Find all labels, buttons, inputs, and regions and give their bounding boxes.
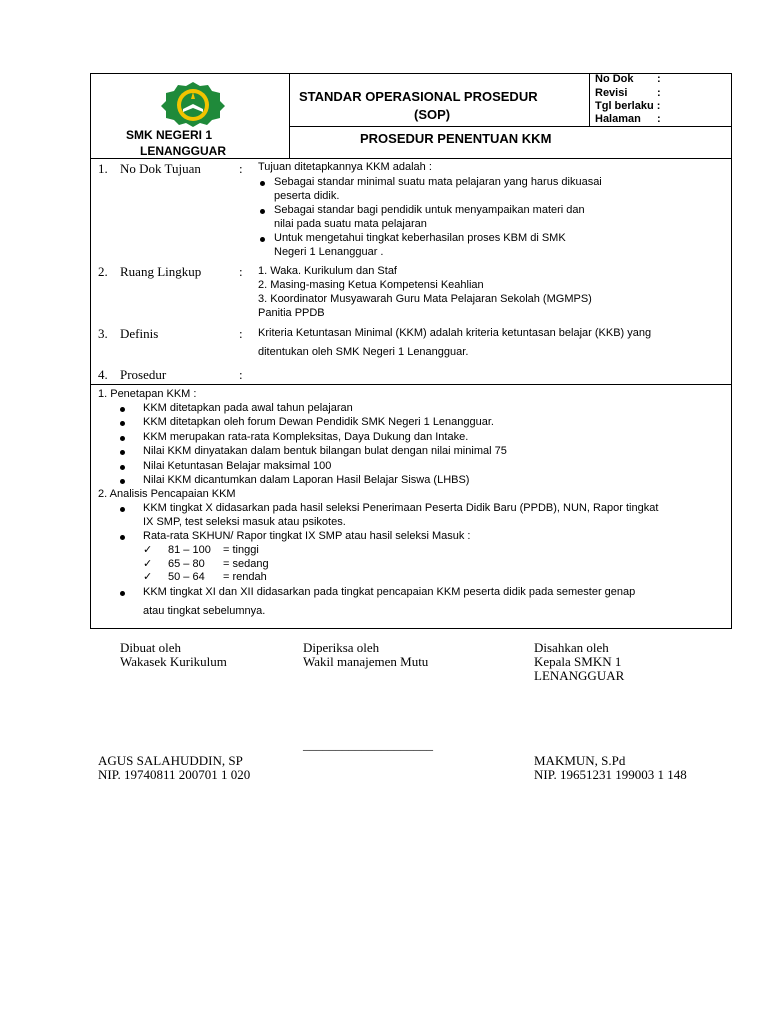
section-4-label: Prosedur xyxy=(120,367,167,382)
definition-line-1: Kriteria Ketuntasan Minimal (KKM) adalah kriteria ketuntasan belajar (KKB) yang xyxy=(258,327,652,339)
section-3-label: Definis xyxy=(120,326,159,341)
procedure-1-item: Nilai KKM dinyatakan dalam bentuk bilangan bulat dengan nilai minimal 75 xyxy=(143,445,507,457)
bullet-icon xyxy=(120,450,125,455)
bullet-icon xyxy=(120,436,125,441)
meta-halaman: Halaman : xyxy=(595,113,661,125)
section-2-label: Ruang Lingkup xyxy=(120,264,202,279)
sop-title-abbrev: (SOP) xyxy=(414,107,451,122)
check-icon: ✓ xyxy=(143,544,153,556)
bullet-icon xyxy=(120,465,125,470)
section-4-colon: : xyxy=(239,367,243,382)
section-1-bullet-2: Sebagai standar bagi pendidik untuk menyampaikan materi dan xyxy=(274,204,585,216)
section-1-number: 1. xyxy=(98,161,108,176)
section-3-number: 3. xyxy=(98,326,108,341)
range-label: = tinggi xyxy=(223,544,259,556)
bullet-icon xyxy=(260,209,265,214)
signer-name-3: MAKMUN, S.Pd xyxy=(534,753,626,768)
procedure-1-item: KKM ditetapkan oleh forum Dewan Pendidik SMK Negeri 1 Lenangguar. xyxy=(143,416,494,428)
signature-approved-by-org: LENANGGUAR xyxy=(534,668,625,683)
scope-item-1: 1. Waka. Kurikulum dan Staf xyxy=(258,265,397,277)
bullet-icon xyxy=(120,591,125,596)
bullet-icon xyxy=(120,479,125,484)
range-label: = sedang xyxy=(223,558,269,570)
section-3-colon: : xyxy=(239,326,243,341)
procedure-subtitle: PROSEDUR PENENTUAN KKM xyxy=(360,131,552,146)
procedure-1-item: KKM merupakan rata-rata Kompleksitas, Daya Dukung dan Intake. xyxy=(143,431,469,443)
section-2-number: 2. xyxy=(98,264,108,279)
scope-item-4: Panitia PPDB xyxy=(258,307,325,319)
procedure-2-bullet-1: KKM tingkat X didasarkan pada hasil seleksi Penerimaan Peserta Didik Baru (PPDB), NUN, Rapor tingkat xyxy=(143,502,659,514)
section-1-bullet-3-cont: Negeri 1 Lenangguar . xyxy=(274,246,384,258)
school-name-line2: LENANGGUAR xyxy=(140,144,226,158)
bullet-icon xyxy=(120,535,125,540)
bullet-icon xyxy=(260,237,265,242)
signature-made-by-role: Wakasek Kurikulum xyxy=(120,654,227,669)
procedure-heading-2: 2. Analisis Pencapaian KKM xyxy=(98,488,236,500)
range-value: 65 – 80 xyxy=(168,558,205,570)
signer-nip-1: NIP. 19740811 200701 1 020 xyxy=(98,767,251,782)
procedure-heading-1: 1. Penetapan KKM : xyxy=(98,388,197,400)
section-1-bullet-1: Sebagai standar minimal suatu mata pelajaran yang harus dikuasai xyxy=(274,176,602,188)
procedure-1-item: Nilai KKM dicantumkan dalam Laporan Hasil Belajar Siswa (LHBS) xyxy=(143,474,470,486)
meta-revisi: Revisi : xyxy=(595,87,661,99)
range-value: 50 – 64 xyxy=(168,571,205,583)
signature-approved-by: Disahkan oleh xyxy=(534,640,609,655)
definition-line-2: ditentukan oleh SMK Negeri 1 Lenangguar. xyxy=(258,346,469,358)
school-logo xyxy=(158,80,228,128)
section-1-bullet-2-cont: nilai pada suatu mata pelajaran xyxy=(274,218,427,230)
signer-name-1: AGUS SALAHUDDIN, SP xyxy=(98,753,243,768)
sop-title: STANDAR OPERASIONAL PROSEDUR xyxy=(299,89,538,104)
check-icon: ✓ xyxy=(143,558,153,570)
procedure-2-bullet-3-cont: atau tingkat sebelumnya. xyxy=(143,605,266,617)
signature-approved-by-role: Kepala SMKN 1 xyxy=(534,654,622,669)
procedure-2-bullet-2: Rata-rata SKHUN/ Rapor tingkat IX SMP atau hasil seleksi Masuk : xyxy=(143,530,471,542)
section-1-bullet-1-cont: peserta didik. xyxy=(274,190,340,202)
signer-nip-3: NIP. 19651231 199003 1 148 xyxy=(534,767,687,782)
section-1-intro: Tujuan ditetapkannya KKM adalah : xyxy=(258,161,432,173)
bullet-icon xyxy=(120,421,125,426)
scope-item-2: 2. Masing-masing Ketua Kompetensi Keahlian xyxy=(258,279,484,291)
school-name-line1: SMK NEGERI 1 xyxy=(126,128,213,142)
section-1-bullet-3: Untuk mengetahui tingkat keberhasilan proses KBM di SMK xyxy=(274,232,566,244)
section-4-number: 4. xyxy=(98,367,108,382)
bullet-icon xyxy=(120,507,125,512)
meta-tgl-berlaku: Tgl berlaku : xyxy=(595,100,661,112)
check-icon: ✓ xyxy=(143,571,153,583)
section-1-label: No Dok Tujuan xyxy=(120,161,201,176)
signature-checked-by-role: Wakil manajemen Mutu xyxy=(303,654,429,669)
section-1-colon: : xyxy=(239,161,243,176)
signature-checked-by: Diperiksa oleh xyxy=(303,640,380,655)
procedure-1-item: KKM ditetapkan pada awal tahun pelajaran xyxy=(143,402,353,414)
meta-no-dok: No Dok : xyxy=(595,73,661,85)
procedure-2-bullet-3: KKM tingkat XI dan XII didasarkan pada tingkat pencapaian KKM peserta didik pada semester genap xyxy=(143,586,636,598)
range-label: = rendah xyxy=(223,571,267,583)
procedure-2-bullet-1-cont: IX SMP, test seleksi masuk atau psikotes. xyxy=(143,516,346,528)
procedure-1-item: Nilai Ketuntasan Belajar maksimal 100 xyxy=(143,460,332,472)
section-2-colon: : xyxy=(239,264,243,279)
signature-blank-line: ____________________ xyxy=(303,737,433,752)
scope-item-3: 3. Koordinator Musyawarah Guru Mata Pelajaran Sekolah (MGMPS) xyxy=(258,293,592,305)
bullet-icon xyxy=(260,181,265,186)
signature-made-by: Dibuat oleh xyxy=(120,640,182,655)
bullet-icon xyxy=(120,407,125,412)
range-value: 81 – 100 xyxy=(168,544,211,556)
